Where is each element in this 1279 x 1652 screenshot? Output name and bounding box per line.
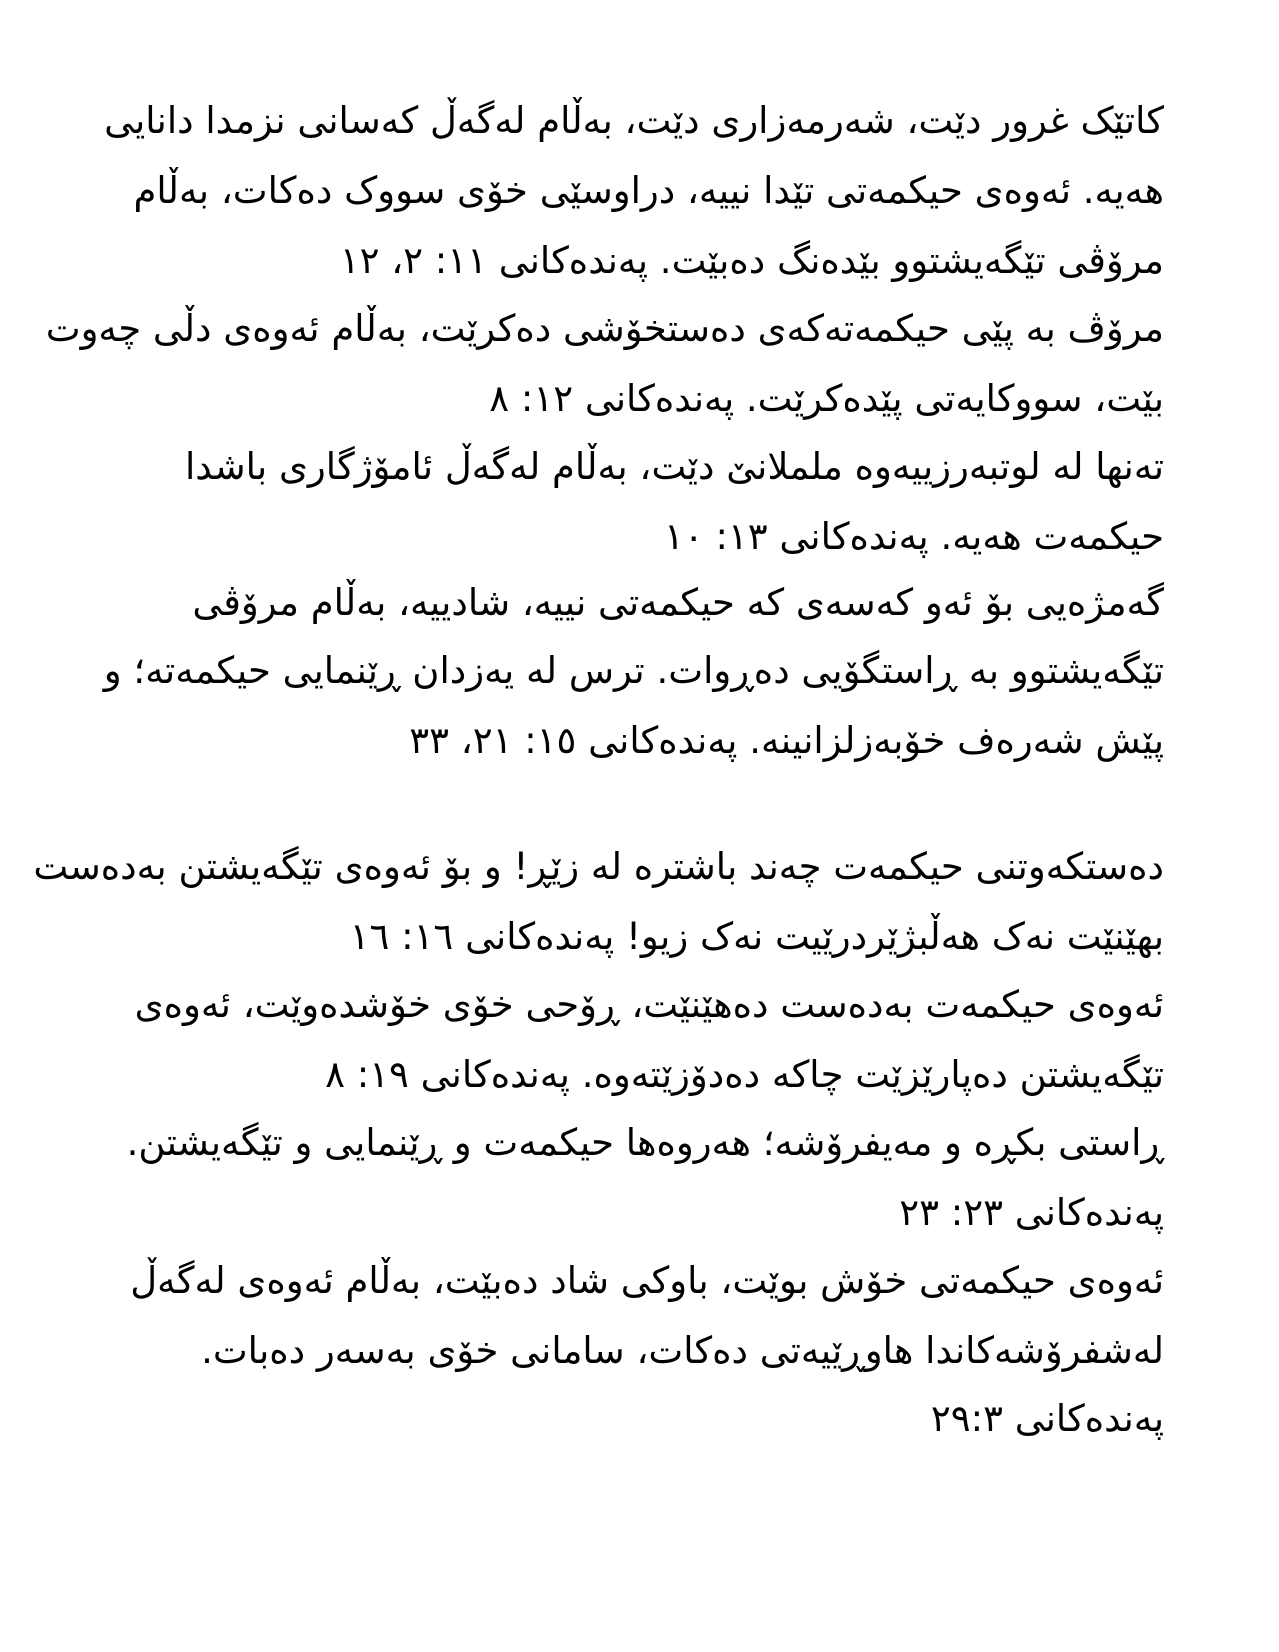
text-line: تێگەیشتوو بە ڕاستگۆیی دەڕوات. ترس لە یەزدان ڕێنمایی حیکمەتە؛ و: [103, 649, 1164, 692]
text-line: ڕاستی بکڕە و مەیفرۆشە؛ هەروەها حیکمەت و ڕێنمایی و تێگەیشتن.: [126, 1121, 1164, 1164]
text-line: بهێنێت نەک هەڵبژێردرێیت نەک زیو! پەندەکانی ١٦: ١٦: [349, 915, 1164, 958]
text-line: مرۆڤ بە پێی حیکمەتەکەی دەستخۆشی دەکرێت، بەڵام ئەوەی دڵی چەوت: [45, 307, 1164, 350]
text-line: حیکمەت هەیە. پەندەکانی ١٣: ١٠: [663, 515, 1164, 558]
text-line: ئەوەی حیکمەتی خۆش بوێت، باوکی شاد دەبێت، بەڵام ئەوەی لەگەڵ: [130, 1259, 1164, 1302]
text-line: گەمژەیی بۆ ئەو کەسەی کە حیکمەتی نییە، شادییە، بەڵام مرۆڤی: [192, 581, 1164, 624]
text-line: تەنها لە لوتبەرزییەوە ململانێ دێت، بەڵام لەگەڵ ئامۆژگاری باشدا: [184, 445, 1164, 488]
text-line: پەندەکانی ٢٩:٣: [930, 1397, 1164, 1440]
text-line: ئەوەی حیکمەت بەدەست دەهێنێت، ڕۆحی خۆی خۆشدەوێت، ئەوەی: [134, 983, 1164, 1026]
text-line: پێش شەرەف خۆبەزلزانینە. پەندەکانی ١٥: ٢١، ٣٣: [409, 719, 1164, 762]
text-line: کاتێک غرور دێت، شەرمەزاری دێت، بەڵام لەگەڵ کەسانی نزمدا دانایی: [104, 99, 1164, 142]
text-line: تێگەیشتن دەپارێزێت چاکە دەدۆزێتەوە. پەندەکانی ١٩: ٨: [325, 1053, 1164, 1096]
text-line: پەندەکانی ٢٣: ٢٣: [899, 1191, 1164, 1234]
text-line: لەشفرۆشەکاندا هاوڕێیەتی دەکات، سامانی خۆی بەسەر دەبات.: [201, 1329, 1164, 1372]
text-line: بێت، سووکایەتی پێدەکرێت. پەندەکانی ١٢: ٨: [489, 377, 1164, 420]
text-line: دەستکەوتنی حیکمەت چەند باشترە لە زێڕ! و بۆ ئەوەی تێگەیشتن بەدەست: [33, 845, 1164, 888]
text-line: مرۆڤی تێگەیشتوو بێدەنگ دەبێت. پەندەکانی ١١: ٢، ١٢: [339, 239, 1164, 282]
text-line: هەیە. ئەوەی حیکمەتی تێدا نییە، دراوسێی خۆی سووک دەکات، بەڵام: [133, 169, 1164, 212]
